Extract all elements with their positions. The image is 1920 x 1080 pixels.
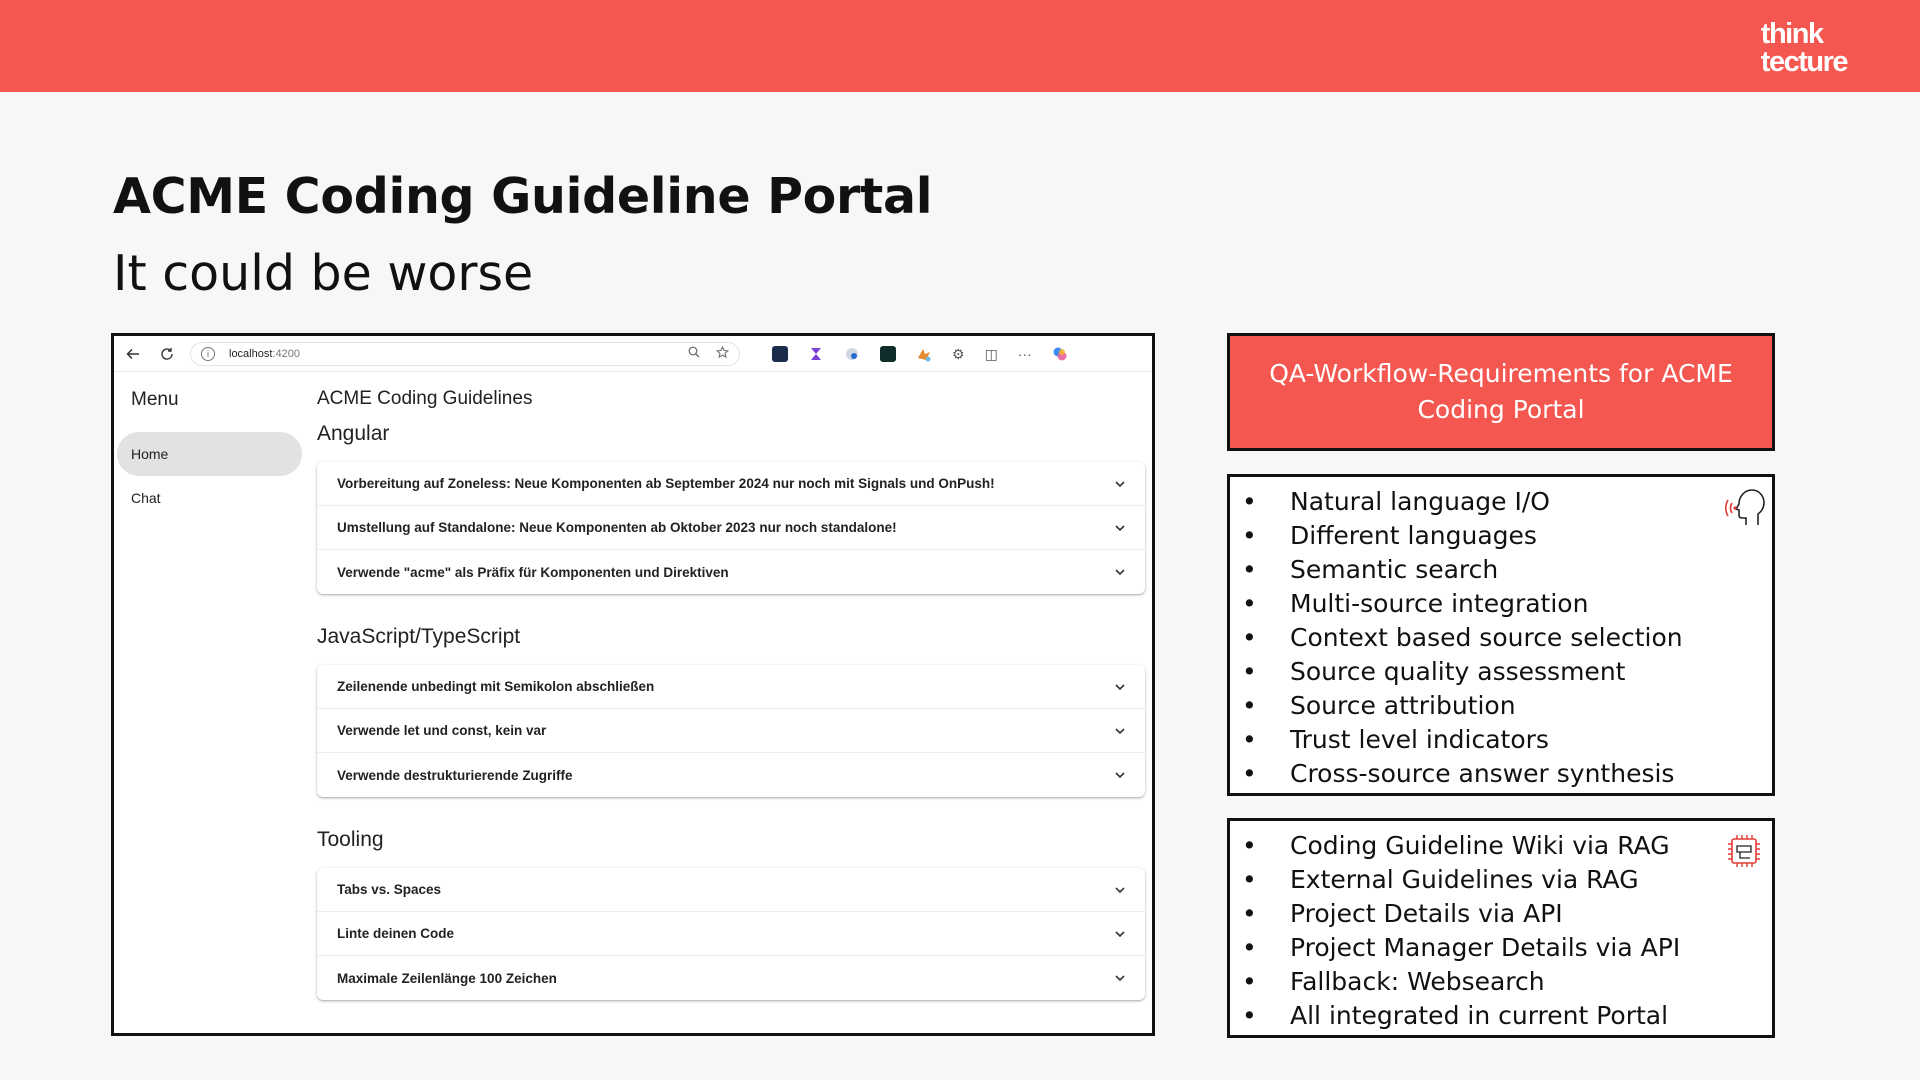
top-bar <box>0 0 1920 92</box>
accordion-item[interactable] <box>317 753 1145 797</box>
copilot-icon[interactable] <box>1052 346 1068 362</box>
sidebar-item-home[interactable]: Home <box>117 432 302 476</box>
logo-line-1: think <box>1760 18 1823 50</box>
extension-4-icon[interactable] <box>880 346 896 362</box>
favorite-star-icon[interactable] <box>716 346 729 362</box>
accordion-item-label: Verwende let und const, kein var <box>337 723 547 738</box>
accordion-item[interactable] <box>317 665 1145 709</box>
logo-line-2: tecture <box>1760 46 1847 78</box>
menu-title: Menu <box>131 389 179 410</box>
extension-2-icon[interactable] <box>808 346 824 362</box>
accordion-item[interactable] <box>317 868 1145 912</box>
thinktecture-logo <box>1761 20 1847 76</box>
list-item: • External Guidelines via RAG <box>1242 863 1680 897</box>
chevron-down-icon <box>1115 682 1125 692</box>
accordion-item-label: Linte deinen Code <box>337 926 455 941</box>
list-item: • Fallback: Websearch <box>1242 965 1680 999</box>
list-item: • Natural language I/O <box>1242 485 1683 519</box>
more-menu-icon[interactable]: ··· <box>1017 345 1032 362</box>
voice-head-icon <box>1722 485 1766 529</box>
list-item: • Project Manager Details via API <box>1242 931 1680 965</box>
browser-screenshot <box>111 333 1155 1036</box>
list-item: • Trust level indicators <box>1242 723 1683 757</box>
list-item: • Cross-source answer synthesis <box>1242 757 1683 791</box>
list-item: • Source quality assessment <box>1242 655 1683 689</box>
extensions-puzzle-icon[interactable]: ⚙ <box>952 345 965 362</box>
zoom-icon[interactable] <box>688 346 700 362</box>
list-item: • Project Details via API <box>1242 897 1680 931</box>
extension-1-icon[interactable] <box>772 346 788 362</box>
chevron-down-icon <box>1115 523 1125 533</box>
accordion-item[interactable] <box>317 709 1145 753</box>
section-title-javascript: JavaScript/TypeScript <box>317 625 521 648</box>
chevron-down-icon <box>1115 726 1125 736</box>
accordion-item[interactable] <box>317 506 1145 550</box>
list-item: • Different languages <box>1242 519 1683 553</box>
sidebar <box>114 372 304 1033</box>
url-host: localhost <box>229 347 273 360</box>
accordion-angular <box>317 462 1145 594</box>
chevron-down-icon <box>1115 479 1125 489</box>
accordion-item[interactable] <box>317 462 1145 506</box>
accordion-item-label: Maximale Zeilenlänge 100 Zeichen <box>337 970 557 986</box>
accordion-javascript <box>317 665 1145 797</box>
section-title-angular: Angular <box>317 422 390 445</box>
chip-icon <box>1722 829 1766 873</box>
list-item: • Source attribution <box>1242 689 1683 723</box>
list-item: • Semantic search <box>1242 553 1683 587</box>
qa-requirements-header <box>1227 333 1775 451</box>
accordion-tooling <box>317 868 1145 1000</box>
extension-5-icon[interactable] <box>916 346 932 362</box>
requirements-list <box>1242 485 1683 791</box>
back-arrow-icon[interactable] <box>122 343 144 365</box>
accordion-item-label: Verwende destrukturierende Zugriffe <box>337 767 573 783</box>
list-item: • Multi-source integration <box>1242 587 1683 621</box>
accordion-item[interactable] <box>317 912 1145 956</box>
extension-3-icon[interactable] <box>844 346 860 362</box>
chevron-down-icon <box>1115 973 1125 983</box>
list-item: • Coding Guideline Wiki via RAG <box>1242 829 1680 863</box>
accordion-item[interactable] <box>317 550 1145 594</box>
split-view-icon[interactable]: ◫ <box>984 345 998 362</box>
content-title: ACME Coding Guidelines <box>317 388 533 409</box>
accordion-item-label: Vorbereitung auf Zoneless: Neue Komponenten ab September 2024 nur noch mit Signals und OnPush! <box>337 476 995 491</box>
url-port: :4200 <box>272 347 300 360</box>
section-title-tooling: Tooling <box>317 828 384 851</box>
qa-requirements-header-text: QA-Workflow-Requirements for ACME Coding Portal <box>1269 359 1733 424</box>
chevron-down-icon <box>1115 567 1125 577</box>
list-item: • All integrated in current Portal <box>1242 999 1680 1033</box>
accordion-item-label: Verwende "acme" als Präfix für Komponenten und Direktiven <box>337 564 729 580</box>
requirements-box <box>1227 474 1775 796</box>
accordion-item-label: Umstellung auf Standalone: Neue Komponenten ab Oktober 2023 nur noch standalone! <box>337 520 897 535</box>
chevron-down-icon <box>1115 929 1125 939</box>
integrations-box <box>1227 818 1775 1038</box>
sidebar-item-chat[interactable]: Chat <box>131 490 161 506</box>
site-info-icon[interactable]: i <box>201 347 215 361</box>
accordion-item-label: Tabs vs. Spaces <box>337 882 442 897</box>
chevron-down-icon <box>1115 885 1125 895</box>
reload-icon[interactable] <box>156 343 178 365</box>
accordion-item-label: Zeilenende unbedingt mit Semikolon abschließen <box>337 679 655 694</box>
main-content <box>317 372 1138 1033</box>
slide-title: ACME Coding Guideline Portal <box>113 168 933 225</box>
slide-subtitle: It could be worse <box>113 245 534 302</box>
address-bar[interactable] <box>190 342 740 366</box>
chevron-down-icon <box>1115 770 1125 780</box>
browser-toolbar <box>114 336 1152 372</box>
integrations-list <box>1242 829 1680 1033</box>
list-item: • Context based source selection <box>1242 621 1683 655</box>
accordion-item[interactable] <box>317 956 1145 1000</box>
